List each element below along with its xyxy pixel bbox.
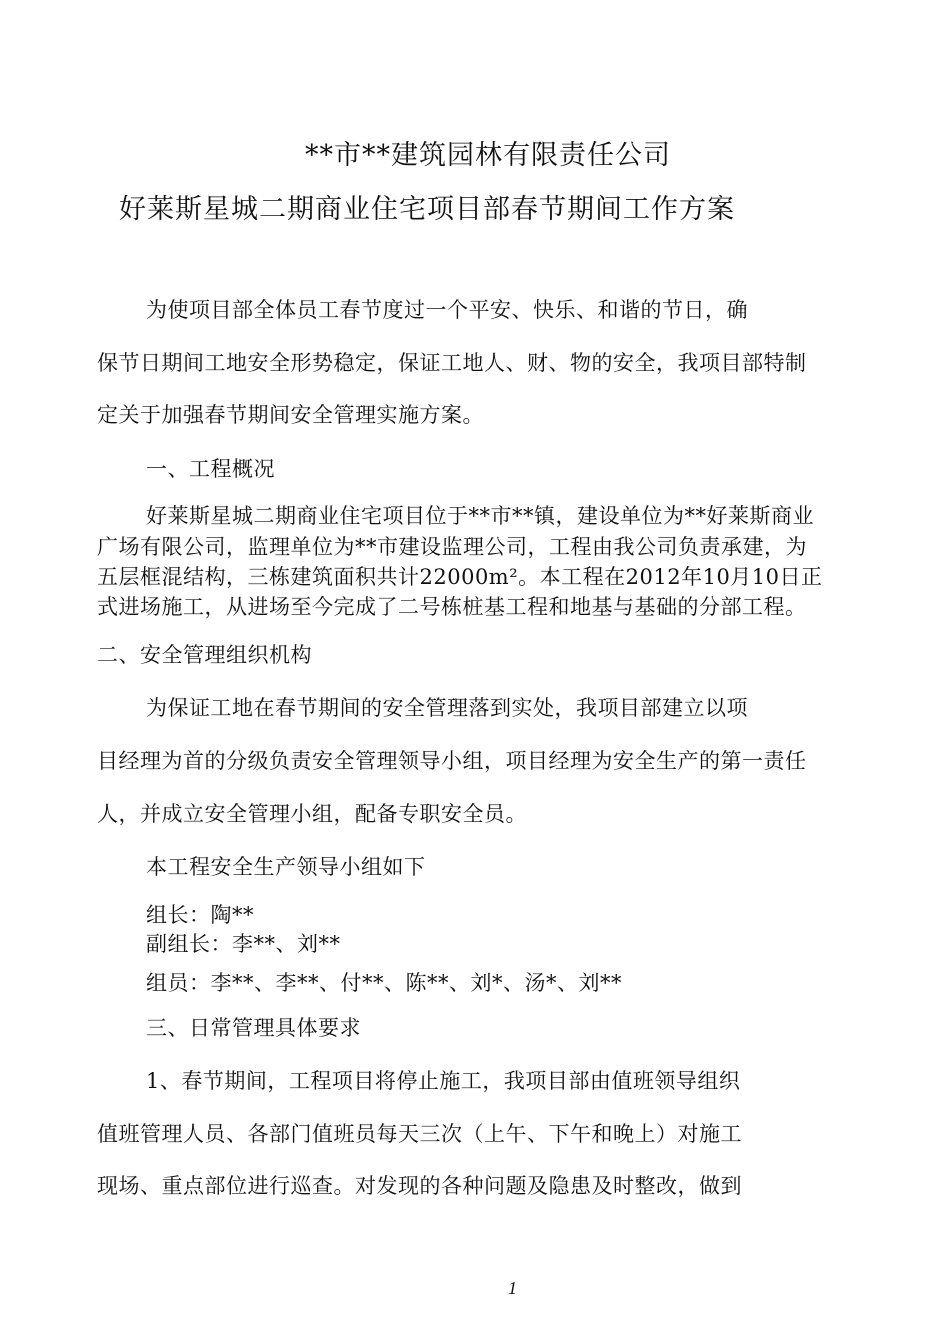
requirements-paragraph-line: 值班管理人员、各部门值班员每天三次（上午、下午和晚上）对施工 [97,1122,742,1146]
group-members: 组员：李**、李**、付**、陈**、刘*、汤*、刘** [146,971,622,995]
overview-paragraph-line: 五层框混结构，三栋建筑面积共计22000m²。本工程在2012年10月10日正 [97,565,823,589]
page-number: 1 [508,1278,517,1298]
overview-paragraph-line: 广场有限公司，监理单位为**市建设监理公司，工程由我公司负责承建，为 [97,535,807,559]
overview-paragraph-line: 好莱斯星城二期商业住宅项目位于**市**镇，建设单位为**好莱斯商业 [146,504,814,528]
intro-paragraph-line: 为使项目部全体员工春节度过一个平安、快乐、和谐的节日，确 [146,298,748,322]
section-heading-overview: 一、工程概况 [146,457,275,481]
group-leader: 组长：陶** [146,903,254,927]
overview-paragraph-line: 式进场施工，从进场至今完成了二号栋桩基工程和地基与基础的分部工程。 [97,595,807,619]
organization-paragraph-line: 目经理为首的分级负责安全管理领导小组，项目经理为安全生产的第一责任 [97,749,807,773]
requirements-paragraph-line: 1、春节期间，工程项目将停止施工，我项目部由值班领导组织 [146,1069,741,1093]
section-heading-requirements: 三、日常管理具体要求 [146,1016,361,1040]
leadership-group-intro: 本工程安全生产领导小组如下 [146,855,426,879]
intro-paragraph-line: 定关于加强春节期间安全管理实施方案。 [97,403,484,427]
section-heading-organization: 二、安全管理组织机构 [97,643,312,667]
intro-paragraph-line: 保节日期间工地安全形势稳定，保证工地人、财、物的安全，我项目部特制 [97,351,807,375]
document-title: 好莱斯星城二期商业住宅项目部春节期间工作方案 [119,194,735,225]
organization-paragraph-line: 为保证工地在春节期间的安全管理落到实处，我项目部建立以项 [146,696,748,720]
company-title: **市**建筑园林有限责任公司 [305,140,671,171]
deputy-group-leader: 副组长：李**、刘** [146,932,341,956]
requirements-paragraph-line: 现场、重点部位进行巡查。对发现的各种问题及隐患及时整改，做到 [97,1174,742,1198]
organization-paragraph-line: 人，并成立安全管理小组，配备专职安全员。 [97,802,527,826]
